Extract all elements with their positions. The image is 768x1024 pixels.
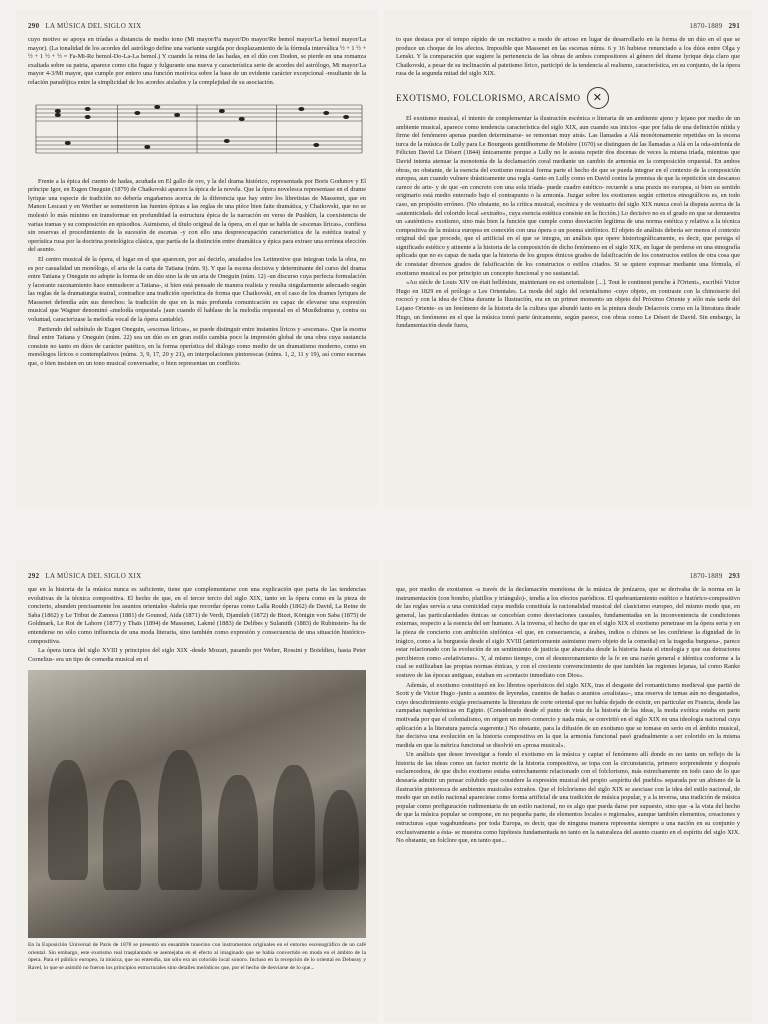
page-number: 293 — [728, 572, 740, 580]
running-head-title: 1870-1889 — [689, 572, 723, 580]
circled-x-mark-icon: ✕ — [587, 87, 609, 109]
page-number: 291 — [728, 22, 740, 30]
paragraph: El exotismo musical, el intento de complementar la ilustración escénica o literaria de un ambiente ajeno y lejano por medio de un ambiente musical, aparece como tendencia característica del siglo XIX, aun cuando sus inicios -que por falta de una definición nítida y firme del fenómeno apenas pueden determinarse- se remontan muy atrás. Las llamadas a Alá monótonamente repetidas en la escena turca de la música de Lully para Le Bourgeois gentilhomme de Molière (1670) se distinguen de las llamadas a Alá en la oda-sinfonía de Félicien David Le Désert (1844) únicamente porque a Lully no le asusta repetir dos docenas de veces la misma tríada, mientras que David intenta atenuar la monotonía de la declamación coral mediante un cambio de armonía en la composición orquestal. En ambos obras, no obstante, de la esencia del exotismo musical forma parte el hecho de que se pueda integrar en el contexto de la composición europea, aun cuando vulnere drásticamente una regla -tanto en Lully como en David contra la premisa de que la repetición sin descanso carece de arte- y de que -en concreto con una sola tríada- puede cuadro estético- recuerde a una praxis no europea, si bien su sentido originario está medio enterrado bajo el contrapunto o la armonía. Juzgar sobre los exotismos según criterios etnográficos es, en todo caso, un propósito erróneo. (No obstante, no la crítica musical, escénica y de vestuario del siglo XIX nunca cesó la disputa acerca de la «autenticidad» del colorido local «extraño», cuya esencia estética consiste en la ficción.) Lo decisivo no es el grado en que se demuestra un «auténtico» exotismo, sino más bien la función que cumple como desviación legítima de una norma estética y relativa a la técnica compositiva de la música europea en conexión con una ópera o un poema sinfónico. El objeto de análisis debería ser menos el contexto original del que procede, que el artificial en el que se integra, un análisis que opere historiográficamente, es decir, que persiga el significado estético y atinente a la historia de la composición de dicho fenómeno en el siglo XIX, en lugar de perderse en una etnografía aplicada que no es capaz de nada que la historia de los grupos étnicos grados de falsificación de los constructos estilos de otra cosa que de constatar diversos grados de falsificación de los constructos o estilos citados. Si se quiere expresar mediante una fórmula, el exotismo musical es por principio un concepto funcional y no sustancial. — [396, 114, 740, 277]
paragraph: Frente a la épica del cuento de hadas, acuñada en El gallo de oro, y la del drama histórico, representada por Boris Godunov y El príncipe Igor, en Eugen Oneguin (1879) de Chaikovski aparece la épica de la novela. Que la ópera novelesca representase en el drame lyrique una especie de tradición no debería engañarnos acerca de la diferencia que hay entre los libretistas de Massenet, que en Manon Lescaut y en Werther se sometieron las fuentes épicas a las reglas de una pièce bien faite dramática, y Chaikovski, que no se molestó lo más mínimo en transformar en profundidad la estructura épica de la narración en verso de Pushkin, la coexistencia de varias tramas y su composición en episodios. Asimismo, el título original de la ópera, en el que se habla de «escenas líricas», confiesa sin reservas el procedimiento de la sucesión de escenas -y con ello una despreocupación característica de la estética teatral y operística rusa por la doctrina poetológica clásica, que partía de la distinción entre dramática y épica para extraer una errónea elección del asunto. — [28, 177, 366, 254]
paragraph: to que destaca por el tempo rápido de un recitativo a modo de arioso en lugar de desarrollarlo en la forma de un dúo en el que se produce un choque de los afectos. Imposible que Massenet en las escenas núms. 6 y 16 hubiese renunciado a los dúos entre Olga y Lenski. Y la comparación que sugiere la pertenencia de las obras de ambos compositores al género del drame lyrique deja claro que Chaikovski, a pesar de su inclinación al patetismo lírico, participó de la tendencia al realismo, característica, en su conjunto, de la ópera rusa de la segunda mitad del siglo XIX. — [396, 36, 740, 78]
photo-caption: En la Exposición Universal de París de 1878 se presentó un ensamble tunecino con instrumentos originales en el entorno escenográfico de un café oriental. Sin embargo, este exotismo real trasplantado se asemejaba en el efecto al imaginado que se había convertido en moda en el ámbito de la ópera. Para el público europeo, la música, que no entendía, tan sólo era un colorido local sonoro. Incluso en la recepción de lo oriental en Debussy y Ravel, lo que se asimiló no fueron los principios estructurales sino detalles melódicos que, por el hecho de desviarse de lo que... — [28, 942, 366, 971]
paragraph: Partiendo del subtítulo de Eugen Oneguin, «escenas líricas», se puede distinguir entre instantes líricos y «escenas». Que la escena final entre Tatiana y Oneguin (núm. 22) sea un dúo es en gran estilo cambia poco la impresión global de una obra cuya sustancia consiste no tanto en dúos de carácter patético, en la forma operística del diálogo como medio de un dramatismo moderno, como en monólogos líricos o contemplativos (núms. 3, 9, 17, 20 y 21), en interpolaciones pintorescas (núms. 1, 2, 11 y 19), así como escenas que, o bien insisten en un tono musical conversador, o bien representan un conflicto. — [28, 325, 366, 368]
music-score-excerpt — [28, 95, 366, 165]
section-title-text: EXOTISMO, FOLCLORISMO, ARCAÍSMO — [396, 92, 581, 103]
running-head-title: LA MÚSICA DEL SIGLO XIX — [45, 572, 142, 580]
running-head — [28, 22, 366, 30]
paragraph: que, por medio de exotismos -a través de la declamación monótona de la música de jenízaros, que se derivaba de la norma en la instrumentación (con bombo, platillos y triángulo)-, tendía a los efectos paródicos. El quebrantamiento estético e histórico-compositivo de las reglas servía a una comicidad cuya medida constituía la racionalidad musical del clasicismo europeo, del mismo modo que, en general, las particularidades étnicas se concebían como desviaciones casuales, fundamentadas en la inconveniencia de condiciones externas, respecto a la esencia del ser humano. A la inversa, el hecho de que en el siglo XIX el exotismo penetrase en la ópera seria y en la pieza de concierto con ambición sinfónica -el que, en consecuencia, a árabes, indios o chinos se les confiriese la dignidad de lo trágico, como a la burguesía desde el siglo XVIII (anteriormente asimismo mero objeto de la comedia) en la tragedia burguesa-, parece estar relacionado con la evolución de un sentimiento de justicia que abarcaba desde la historia hasta el etnología y que sus detractores percibieron como «relativismo». Y, al mismo tiempo, con el desmoronamiento de la fe en una razón general e idéntica conforme a la cual se estilizaban las propias normas étnicas, y con el creciente convencimiento de que también las regiones lejanas, tal como Ranke sostuvo de las épocas antiguas, estaban en «contacto inmediato con Dios». — [396, 586, 740, 679]
paragraph: Además, el exotismo constituyó en los libretos operísticos del siglo XIX, tras el desgaste del romanticismo medieval que partió de Scott y de Victor Hugo -junto a asuntos de leyendas, cuentos de hadas o asuntos «realistas»-, una reserva de temas aún no desgastados, cuyo descubrimiento exigía precisamente la literatura de corte oriental que no había dejado de existir, en particular en Francia, desde las campañas napoleónicas en Egipto. (Considerado desde el punto de vista de la historia de las ideas, la moda exótica estaba en parte motivada por que el colonialismo, en origen un mero comercio y nada más, se convirtió en el siglo XIX en una ideología nacional cuya aplicación a la literatura parecía sugerente.) No obstante, para la difusión de un exotismo que se tomase en serio en el ámbito musical, fue decisiva una evolución en la historia compositiva en la que la armonía funcional pasó gradualmente a ser colorido en la misma medida en que la métrica funcional se disolvió en «prosa musical». — [396, 681, 740, 749]
running-head — [28, 572, 366, 580]
page-292 — [16, 560, 378, 1022]
page-number: 290 — [28, 22, 40, 30]
page-290 — [16, 10, 378, 508]
page-291 — [384, 10, 752, 508]
paragraph: cuyo motivo se apoya en tríadas a distancia de medio tono (Mi mayor/Fa mayor/Do mayor/Re bemol mayor/La bemol mayor/La mayor). (La tonalidad de los acordes del astrólogo define una variante surgida por desplazamiento de la fórmula interválica ½ + 1 ½ + ½ + 1 ½ + ½ = Fa-Mi-Re bemol-Do-La-La bemol.) Y cuando la reina de las hadas, en el dúo con Dodon, se pierde en una romanza exaltada sobre su patria, aparece como cita fugaz y fulgurante una nueva y característica serie de acordes del astrólogo, Mi mayor/La mayor 4-3/Mi mayor, que cumple por entero una función motívica sobre la base de un evidente carácter excepcional -resultante de la relación paradójica entre la simplicidad de los acordes aislados y la complejidad de su asociación. — [28, 36, 366, 86]
paragraph: El centro musical de la ópera, el lugar en el que aparecen, por así decirlo, anudados los Leitmotive que integran toda la obra, no es por casualidad un monólogo, el aria de la carta de Tatiana (núm. 9). Y que la escena decisiva y determinante del curso del drama entre Tatiana y Oneguin no adopte la forma de un dúo sino la de un aria de Oneguin (núm. 12) -un discurso cuya perfecta formulación y lacerante razonamiento hace enmudecer a Tatiana-, si bien está pensado de manera realista y resulta singularmente adecuado según las reglas de la dramaturgia teatral, contradice una tradición operística de forma que Chaikovski, en el caso de los drames lyriques de Massenet defendía aún sus derechos: la tradición de que en la más profunda comunicación es capaz de elevarse una expresión musical que Wagner denominó «melodía orquestal» (aun cuando él hablase de la melodía orquestal en el Musikdrama y, contra su voluntad, caracterizase la melodía vocal de la ópera cantable). — [28, 255, 366, 324]
page-293 — [384, 560, 752, 1022]
page-number: 292 — [28, 572, 40, 580]
running-head-title: LA MÚSICA DEL SIGLO XIX — [45, 22, 142, 30]
running-head — [396, 572, 740, 580]
paragraph: que en la historia de la música nunca es suficiente, tiene que complementarse con una explicación que parta de las tendencias evolutivas de la técnica compositiva. El hecho de que, en el tercer tercio del siglo XIX, tanto en la ópera como en la pieza de concierto, abunden precisamente los asuntos orientales -habría que recordar óperas como Lalla Roukh (1862) de David, La Reine de Saba (1862) y Le Tribut de Zamora (1881) de Gounod, Aida (1871) de Verdi, Djamileh (1872) de Bizet, Königin von Saba (1875) de Goldmark, Le Roi de Lahore (1877) y Thaïs (1894) de Massenet, Lakmé (1883) de Delibes y Sulamith (1883) de Rubinstein- ha de entenderse no sólo como influencia de una moda literaria, sino también como expresión y consecuencia de una situación histórico-compositiva. — [28, 586, 366, 645]
photo-tunisian-ensemble — [28, 670, 366, 938]
running-head — [396, 22, 740, 30]
paragraph: Un análisis que desee investigar a fondo el exotismo en la música y captar el fenómeno allí donde es no tanto un reflejo de la historia de las ideas como un factor motriz de la historia compositiva, se topa con la circunstancia, primero sorprendente y después esclarecedora, de que dicho exotismo estaba estrechamente relacionado con el folclorismo, más estrechamente en todo caso de lo que desearía admitir un pensar colubido que considere la expresión musical del propio «espíritu del pueblo» separada por un abismo de la ilustración pintoresca de ambientes musicales extraños. Que el folclorismo del siglo XIX se asociase con la idea del estilo nacional, de modo que un estilo nacional apareciese como forma artificial de una tradición de música popular, y a la inversa, una tradición de música popular como prefiguración rudimentaria de un estilo nacional, no es algo que pueda darse por supuesto, sino que -a la vista del hecho de que la música popular se compone, en no pequeña parte, de elementos locales o regionales, aunque también elementos, creaciones y estructuras «que vagabundean» por toda Europa, es decir, que de ninguna manera representa siempre a una nación en su conjunto y exclusivamente a ésta- se muestra como hipótesis fundamentada no tanto en la naturaleza del asunto cuanto en el espíritu del siglo XIX. No obstante, un folclore que, en tanto que... — [396, 751, 740, 845]
running-head-title: 1870-1889 — [689, 22, 723, 30]
paragraph: La ópera turca del siglo XVIII y principios del siglo XIX -desde Mozart, pasando por Weber, Rossini y Boieldieu, hasta Peter Cornelius- era un tipo de comedia musical en el — [28, 647, 366, 663]
paragraph: «Au siècle de Louis XIV on était helléniste, maintenant on est orientaliste [...]. Tout le continent penche à l'Orient», escribió Victor Hugo en 1829 en el prólogo a Les Orientales. La moda del siglo del orientalismo -cuyo objeto, en contraste con la chinoiserie del rococó y con la idea de China durante la Ilustración, era en un primer momento un objeto del Próximo Oriente y sólo más tarde del Lejano Oriente- es un fenómeno de la historia de la cultura que abundó tanto en la pintura desde Delacroix como en la literatura desde Hugo, un fenómeno en el que la música tomó parte únicamente, según parece, con obras como Le Désert de David. Sin embargo, la fundamentación desde fuera, — [396, 279, 740, 330]
section-heading — [396, 87, 740, 109]
